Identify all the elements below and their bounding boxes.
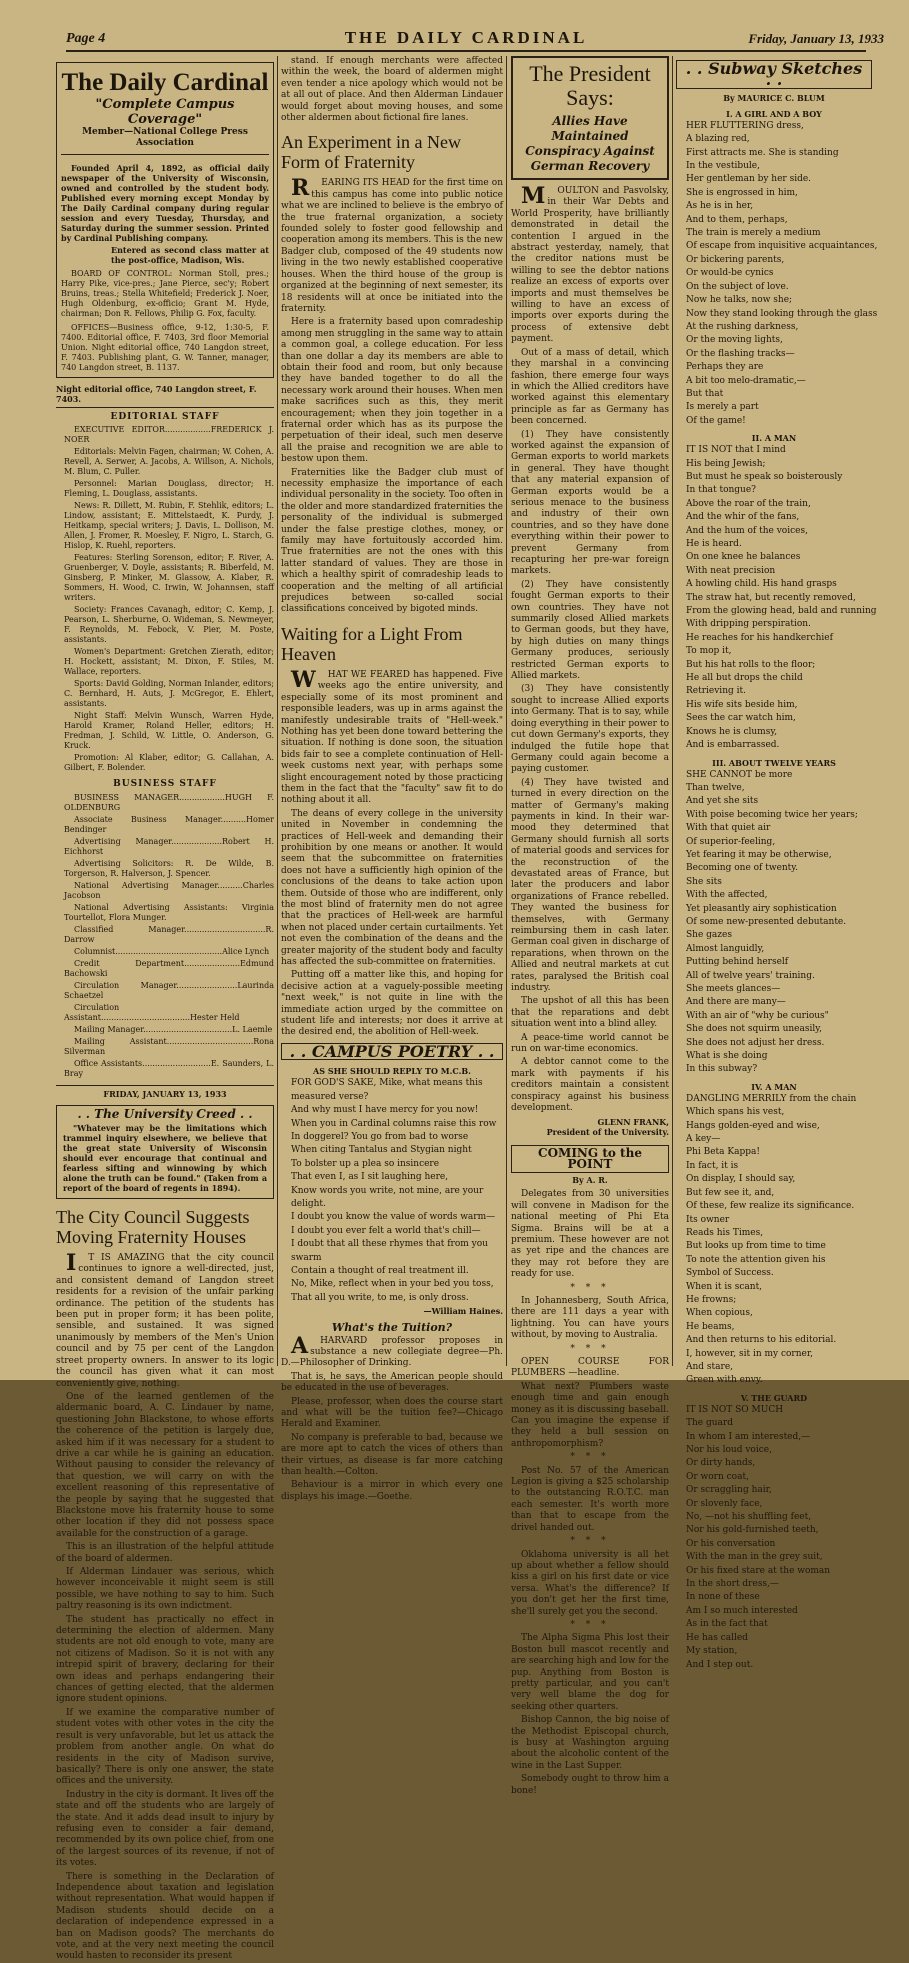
subway-poem-line: And stare, xyxy=(686,1361,734,1372)
staff-line: Circulation Assistant...................................Hester Held xyxy=(64,1002,240,1022)
staff-line: Columnist..........................................Alice Lynch xyxy=(74,946,270,956)
subway-poem-line: A blazing red, xyxy=(686,134,750,145)
masthead xyxy=(66,28,884,52)
subway-poem-line: Or worn coat, xyxy=(686,1471,749,1482)
creed-title: . . The University Creed . . xyxy=(77,1106,253,1121)
paragraph: If Alderman Lindauer was serious, which however inconceivable it might seem is still possible, we have nothing to say to him. Such paltry reasoning is its own indictment. xyxy=(56,1567,274,1612)
masthead-date: Friday, January 13, 1933 xyxy=(748,31,884,46)
staff-line: Night Staff: Melvin Wunsch, Warren Hyde, Harold Kramer, Roland Heller, editors; H. Fredman, J. Schild, W. Little, O. Anderson, G. Kruck. xyxy=(64,711,274,751)
paragraph: The student has practically no effect in determining the election of aldermen. Many students are not old enough to vote, many are not citizens of Madison. So it is not with any intrepid spirit of bravery, declaring for their own ideas and perhaps endangering their chances of getting elected, that the aldermen ignore student opinions. xyxy=(56,1614,274,1705)
column-4 xyxy=(676,56,878,1670)
nameplate-motto: "Complete Campus Coverage" xyxy=(95,97,235,127)
column-1 xyxy=(56,56,274,1962)
staff-line: National Advertising Manager..........Charles Jacobson xyxy=(64,880,274,900)
subway-poem-line: In none of these xyxy=(686,1592,760,1603)
subway-poem-line: With an air of "why be curious" xyxy=(686,1010,829,1021)
coming-item: Somebody ought to throw him a bone! xyxy=(511,1774,669,1796)
subway-poem-line: Or scraggling hair, xyxy=(686,1485,772,1496)
staff-line: Sports: David Golding, Norman Inlander, editors; C. Bernhard, H. Auts, J. McGregor, E. Ehlert, assistants. xyxy=(64,679,274,709)
president-subtitle: Allies Have Maintained Conspiracy Against German Recovery xyxy=(525,114,655,173)
paragraph: (2) They have consistently fought German exports to their own countries. They have not summarily closed Allied markets to German goods, but they have, by high duties on many things Germany produces, seriously restricted German exports to Allied markets. xyxy=(511,579,669,682)
subway-poem-line: In fact, it is xyxy=(686,1160,739,1171)
subway-poem-line: Or bickering parents, xyxy=(686,254,785,265)
president-title: The President Says: xyxy=(529,61,651,110)
subway-poem-line: And then returns to his editorial. xyxy=(686,1335,837,1346)
nameplate-title: The Daily Cardinal xyxy=(61,69,269,96)
paragraph: Out of a mass of detail, which they marshal in a convincing fashion, there emerge four ways in which the Allied creditors have worked against this elementary principle as far as Germany has been concerned. xyxy=(511,347,669,427)
staff-line: Classified Manager................................R. Darrow xyxy=(64,924,274,944)
editorial-staff-list xyxy=(56,425,274,773)
column-3 xyxy=(511,56,669,1796)
staff-line: Society: Frances Cavanagh, editor; C. Kemp, J. Pearson, L. Sherburne, O. Wideman, S. Newmeyer, F. Reynolds, M. Febock, V. Pier, M. Poste, assistants. xyxy=(64,605,274,645)
staff-line: Circulation Manager........................Laurinda Schaetzel xyxy=(64,980,274,1000)
poem-title: AS SHE SHOULD REPLY TO M.C.B. xyxy=(313,1066,471,1077)
poem-line: Contain a thought of real treatment ill. xyxy=(291,1265,469,1276)
president-article xyxy=(511,183,669,1115)
dateline: FRIDAY, JANUARY 13, 1933 xyxy=(56,1085,274,1099)
subway-poem-line: Or would-be cynics xyxy=(686,268,774,279)
board-text: BOARD OF CONTROL: Norman Stoll, pres.; Harry Pike, vice-pres.; Jane Pierce, sec'y; Robert Bruins, treas.; Stella Whitefield; Frederick J. Noer, Hugh Oldenburg, ex-officio; Grant M. Hyde, chairman; Don R. Fellows, Philip G. Fox, faculty. xyxy=(61,268,269,318)
subway-poem-line: Symbol of Success. xyxy=(686,1268,774,1279)
subway-poem-line: When copious, xyxy=(686,1308,753,1319)
subway-poem-line: A howling child. His hand grasps xyxy=(686,579,837,590)
subway-poem-line: I, however, sit in my corner, xyxy=(686,1348,814,1359)
poem-line: Know words you write, not mine, are your xyxy=(291,1185,484,1196)
column-rule xyxy=(506,56,507,1366)
column-rule xyxy=(672,56,673,1366)
coming-to-point-items xyxy=(511,1189,669,1797)
poem-line: When citing Tantalus and Stygian night xyxy=(291,1145,472,1156)
subway-poem-line: As in the fact that xyxy=(686,1619,768,1630)
subway-poem-line: Or his fixed stare at the woman xyxy=(686,1565,831,1576)
subway-poem-line: First attracts me. She is standing xyxy=(686,147,839,158)
separator-stars: * * * xyxy=(570,1452,610,1463)
subway-poem-line: Of superior-feeling, xyxy=(686,836,776,847)
subway-poem-line: Hangs golden-eyed and wise, xyxy=(686,1120,820,1131)
subway-poem-line: Becoming one of twenty. xyxy=(686,863,799,874)
president-signature-title: President of the University. xyxy=(546,1126,669,1137)
subway-poem-line: HER FLUTTERING dress, xyxy=(686,120,804,131)
subway-poem-line: Which spans his vest, xyxy=(686,1107,785,1118)
paragraph: If we examine the comparative number of student votes with other votes in the city the result is very unfavorable, but let us attack the problem from another angle. On what do residents in the city of Madison survive, basically? There is only one answer, the state offices and the university. xyxy=(56,1707,274,1787)
separator-stars: * * * xyxy=(570,1282,610,1293)
paragraph: WHAT WE FEARED has happened. Five weeks ago the entire university, and especially some of its most prominent and responsible leaders, was up in arms against the manifestly undesirable traits of "Hell-week." Nothing has yet been done toward bettering the situation. If nothing is done soon, the situation bids fair to see a complete continuation of Hell-week customs next year, with perhaps some slight encouragement noted by those practicing them in the fact that the "faculty" saw fit to do nothing about it all. xyxy=(281,666,503,806)
staff-line: Associate Business Manager..........Homer Bendinger xyxy=(64,814,274,834)
subway-poem-line: A bit too melo-dramatic,— xyxy=(686,375,806,386)
editorial-staff-header: EDITORIAL STAFF xyxy=(110,411,220,422)
subway-poem-line: But few see it, and, xyxy=(686,1187,775,1198)
staff-line: Office Assistants...........................E. Saunders, L. Bray xyxy=(64,1058,274,1078)
subway-poem-line: The train is merely a medium xyxy=(686,228,821,239)
coming-item: What next? Plumbers waste enough time and gain enough money as it is discussing baseball. Can you imagine the expense if they held a bull session on anthropomorphism? xyxy=(511,1381,669,1449)
subway-poem-line: Of escape from inquisitive acquaintances, xyxy=(686,241,878,252)
subway-poem-line: And yet she sits xyxy=(686,796,759,807)
subway-poem-line: To note the attention given his xyxy=(686,1254,826,1265)
paragraph: Fraternities like the Badger club must of necessity emphasize the importance of each individual personality in the society. Too often in the older and more standardized fraternities the personality of the individual is submerged under the false prestige clothes, money, or family may have fortuitously accorded him. True fraternities are not the ones with this latter standard of values. They are those in which a healthy spirit of comradeship leads to cooperation and the melting of all artificial prejudices between so-called social classifications conceived by bigoted minds. xyxy=(281,467,503,615)
subway-poem-line: And to them, perhaps, xyxy=(686,214,788,225)
experiment-headline: An Experiment in a New Form of Fraternity xyxy=(281,132,461,173)
tuition-article xyxy=(281,1332,503,1504)
staff-line: Features: Sterling Sorenson, editor; F. River, A. Gruenberger, V. Doyle, assistants; R. Biberfeld, M. Ginsberg, P. Minker, M. Glassow, A. Klaber, R. Sommers, H. Wood, C. Irwin, W. Johannsen, staff writers. xyxy=(64,553,274,603)
subway-poem-line: Am I so much interested xyxy=(686,1605,798,1616)
poem-line: That even I, as I sit laughing here, xyxy=(291,1172,449,1183)
subway-poem-line: His wife sits beside him, xyxy=(686,699,798,710)
separator-stars: * * * xyxy=(570,1343,610,1354)
paragraph: That is, he says, the American people should be educated in the use of beverages. xyxy=(281,1371,503,1394)
night-office: Night editorial office, 740 Langdon street, F. 7403. xyxy=(56,384,274,408)
paragraph: Here is a fraternity based upon comradeship among men struggling in the same way to attain a common goal, a college education. For less than one dollar a day its members are able to obtain their food and room, but only because they have banded together to do all the necessary work around their houses. When men make sacrifices such as this, they merit encouragement; when they join together in a fraternal order which has as its purpose the perpetuation of their ideal, such men deserve all the praise and recognition we are able to bestow upon them. xyxy=(281,317,503,465)
subway-poem-line: My station, xyxy=(686,1646,738,1657)
experiment-article xyxy=(281,175,503,615)
staff-line: Editorials: Melvin Fagen, chairman; W. Cohen, A. Revell, A. Serwer, A. Jacobs, A. Willson, A. Nichols, M. Blum, C. Puller. xyxy=(64,447,274,477)
column-2 xyxy=(281,56,503,1502)
subway-poem-line: With that quiet air xyxy=(686,823,771,834)
staff-line: Women's Department: Gretchen Zierath, editor; H. Hockett, assistant; M. Dixon, F. Stiles, M. Wallace, reporters. xyxy=(64,647,274,677)
subway-poem-line: And I step out. xyxy=(686,1659,754,1670)
council-article xyxy=(56,1250,274,1963)
subway-poem-line: What is she doing xyxy=(686,1051,768,1062)
coming-item: OPEN COURSE FOR PLUMBERS —headline. xyxy=(511,1357,669,1379)
page-number: Page 4 xyxy=(66,31,106,46)
poem xyxy=(281,1078,503,1304)
subway-poem-line: Or the moving lights, xyxy=(686,335,783,346)
subway-poem-line: She sits xyxy=(686,876,722,887)
staff-line: BUSINESS MANAGER..................HUGH F. OLDENBURG xyxy=(64,792,274,812)
subway-poem-line: In the short dress,— xyxy=(686,1579,779,1590)
subway-poem-line: Retrieving it. xyxy=(686,686,746,697)
subway-byline: By MAURICE C. BLUM xyxy=(723,92,825,103)
poem-line: And why must I have mercy for you now! xyxy=(291,1105,479,1116)
coming-item: Oklahoma university is all het up about whether a fellow should kiss a girl on his first date or vice versa. What's the difference? If you don't get her the first time, she'll surely get you the second. xyxy=(511,1549,669,1617)
subway-poem-line: And the hum of the voices, xyxy=(686,525,808,536)
paragraph: A debtor cannot come to the mark with payments if his creditors maintain a consistent conspiracy against his business development. xyxy=(511,1057,669,1114)
subway-poem-line: With the affected, xyxy=(686,890,768,901)
subway-poem-line: No, —not his shuffling feet, xyxy=(686,1512,812,1523)
subway-poem-line: A key— xyxy=(686,1134,721,1145)
poem-line: No, Mike, reflect when in your bed you toss, xyxy=(291,1279,494,1290)
waiting-headline: Waiting for a Light From Heaven xyxy=(281,623,463,664)
tuition-title: What's the Tuition? xyxy=(331,1321,453,1335)
creed-box xyxy=(56,1105,274,1199)
paragraph: (1) They have consistently worked against the expansion of German exports to world markets in general. They have thought that any material expansion of German exports would be a serious menace to the business and industry of their own countries, and so they have done everything within their power to prevent Germany from recapturing her pre-war foreign markets. xyxy=(511,429,669,577)
poem-line: In doggerel? You go from bad to worse xyxy=(291,1131,469,1142)
poem-line: FOR GOD'S SAKE, Mike, what means this xyxy=(291,1078,483,1089)
subway-section-title: V. THE GUARD xyxy=(740,1392,808,1403)
paragraph: MOULTON and Pasvolsky, in their War Debts and World Prosperity, have brilliantly demonstrated in detail the contention I argued in the abstract yesterday, namely, that the creditor nations must be willing to see the debtor nations realize an excess of exports over imports and must themselves be willing to have an excess of imports over exports during the process of extensive debt payment. xyxy=(511,183,669,345)
staff-line: Advertising Manager....................Robert H. Eichhorst xyxy=(64,836,274,856)
founded-text: Founded April 4, 1892, as official daily newspaper of the University of Wisconsin, owned and controlled by the student body. Published every morning except Monday by The Daily Cardinal company during regular session and every Tuesday, Thursday, and Saturday during the summer session. Printed by Cardinal Publishing company. xyxy=(61,162,269,243)
coming-item: The Alpha Sigma Phis lost their Boston bull mascot recently and are searching high and low for the pup. Anything from Boston is pretty particular, and you can't very well blame the dog for seeking other quarters. xyxy=(511,1633,669,1712)
council-continued: stand. If enough merchants were affected within the week, the board of aldermen might even tender a nice apology which would not be at all out of place. And then Alderman Lindauer would forget about moving houses, and some other aldermen about fictional fire lanes. xyxy=(281,56,503,124)
subway-poem-line: Above the roar of the train, xyxy=(686,498,811,509)
subway-poem-line: Its owner xyxy=(686,1214,730,1225)
subway-poem-line: Phi Beta Kappa! xyxy=(686,1147,760,1158)
subway-poem-line: And is embarrassed. xyxy=(686,740,780,751)
paragraph: Behaviour is a mirror in which every one displays his image.—Goethe. xyxy=(281,1480,503,1502)
subway-poem-line: Almost languidly, xyxy=(686,943,765,954)
paragraph: There is something in the Declaration of Independence about taxation and legislation without representation. What would happen if Madison students should decide on a declaration of independence expressed in a ban on Madison goods? The merchants do vote, and at the very next meeting the council would hasten to reconsider its present xyxy=(56,1871,274,1962)
subway-poem-line: Or his conversation xyxy=(686,1538,776,1549)
subway-poem-line: Reads his Times, xyxy=(686,1227,764,1238)
subway-poem-line: Or the flashing tracks— xyxy=(686,348,795,359)
creed-text: "Whatever may be the limitations which trammel inquiry elsewhere, we believe that the great state University of Wisconsin should ever encourage that continual and fearless sifting and winnowing by which alone the truth can be found." (Taken from a report of the board of regents in 1894). xyxy=(63,1123,267,1194)
coming-byline: By A. R. xyxy=(572,1175,608,1186)
subway-poem-line: Of these, few realize its significance. xyxy=(686,1201,855,1212)
subway-poem-line: In that tongue? xyxy=(686,485,757,496)
column-rule xyxy=(277,56,278,1366)
paragraph: REARING ITS HEAD for the first time on this campus has come into public notice what we are inclined to believe is the embryo of the true fraternal organization, a society founded solely to foster good fellowship and cooperation among its members. This is the new Badger club, composed of the 49 students now living in the two newly established cooperative houses. When the third house of the group is organized at the beginning of next semester, its 18 residents will at once be initiated into the fraternity. xyxy=(281,175,503,314)
subway-poem-line: IT IS NOT that I mind xyxy=(686,445,786,456)
poem-line: swarm xyxy=(291,1252,322,1263)
subway-poem-line: On the subject of love. xyxy=(686,281,789,292)
staff-line: National Advertising Assistants: Virginia Tourtellot, Flora Munger. xyxy=(64,902,274,922)
subway-poem-line: With neat precision xyxy=(686,565,776,576)
subway-poem-line: He frowns; xyxy=(686,1294,737,1305)
entered-text: Entered as second class matter at the post-office, Madison, Wis. xyxy=(111,244,269,265)
subway-poem-line: With the man in the grey suit, xyxy=(686,1552,823,1563)
paragraph: One of the learned gentlemen of the aldermanic board, A. C. Lindauer by name, questioning John Blackstone, to whose efforts the coherence of the petition is largely due, asked him if it was necessary for a student to drive a car while he is gaining an education. Without pausing to consider the relevancy of that question, we will carry on with the excellent reasoning of this representative of the people by saying that he suggested that Blackstone move his fraternity house to some other location if they did not possess space available for the construction of a garage. xyxy=(56,1391,274,1539)
subway-poem-line: Nor his gold-furnished teeth, xyxy=(686,1525,819,1536)
subway-poem-line: To mop it, xyxy=(686,646,732,657)
subway-poem-line: He is heard. xyxy=(686,539,742,549)
masthead-title: THE DAILY CARDINAL xyxy=(344,28,588,47)
paragraph: The upshot of all this has been that the reparations and debt situation went into a blind alley. xyxy=(511,996,669,1030)
subway-poem-line: As he is in her, xyxy=(686,201,754,212)
subway-poem-line: But his hat rolls to the floor; xyxy=(686,659,816,670)
coming-to-point-title: COMING to the POINT xyxy=(511,1145,669,1174)
business-staff-header: BUSINESS STAFF xyxy=(113,779,217,790)
subway-poem-line: Of some new-presented debutante. xyxy=(686,916,847,927)
coming-item: Delegates from 30 universities will convene in Madison for the national meeting of Phi Eta Sigma. Brains will be at a premium. These however are not as yet ripe and the chances are they may rot before they are ready for use. xyxy=(511,1189,669,1280)
subway-poem-line: Than twelve, xyxy=(686,782,745,793)
subway-section-title: III. ABOUT TWELVE YEARS xyxy=(712,757,836,768)
offices-text: OFFICES—Business office, 9-12, 1:30-5, F. 7400. Editorial office, F. 7403, 3rd floor Memorial Union. Night editorial office, 740 Langdon street, F. 7403. Publishing plant, G. W. Tanner, manager, 740 Langdon street, B. 1137. xyxy=(61,322,269,372)
staff-line: Credit Department......................Edmund Bachowski xyxy=(64,958,274,978)
waiting-article xyxy=(281,666,503,1039)
coming-item: Bishop Cannon, the big noise of the Methodist Episcopal church, is busy at Washington arguing about the alcoholic content of the wine in the Last Supper. xyxy=(511,1715,669,1771)
council-headline: The City Council Suggests Moving Fraternity Houses xyxy=(56,1207,250,1248)
subway-poem-line: The guard xyxy=(686,1418,733,1429)
subway-poem-line: But must he speak so boisterously xyxy=(686,471,843,482)
subway-poem-line: SHE CANNOT be more xyxy=(686,769,793,780)
subway-poem-line: Of the game! xyxy=(686,415,746,426)
staff-line: Mailing Manager...................................L. Laemle xyxy=(74,1024,273,1034)
subway-poem-line: Or dirty hands, xyxy=(686,1458,756,1469)
subway-poem-line: She is engrossed in him, xyxy=(686,187,798,198)
president-signature: GLENN FRANK, xyxy=(597,1116,669,1127)
coming-item: Post No. 57 of the American Legion is giving a $25 scholarship to the outstancing R.O.T.C. man each semester. It's worth more than that to escape from the drivel handed out. xyxy=(511,1465,669,1533)
paragraph: (3) They have consistently sought to increase Allied exports into Germany. That is to say, while doing everything in their power to cut down Germany's exports, they indulged the futile hope that Germany could again become a paying customer. xyxy=(511,684,669,775)
subway-poem-line: DANGLING MERRILY from the chain xyxy=(686,1093,857,1104)
subway-poem-line: With poise becoming twice her years; xyxy=(686,809,858,820)
business-staff-list xyxy=(56,793,274,1079)
subway-poem-line: From the glowing head, bald and running xyxy=(686,606,877,617)
separator-stars: * * * xyxy=(570,1619,610,1630)
nameplate-box xyxy=(56,62,274,378)
subway-poem-line: He reaches for his handkerchief xyxy=(686,632,833,643)
subway-poem-line: In the vestibule, xyxy=(686,161,760,172)
subway-poem-line: Her gentleman by her side. xyxy=(686,174,812,185)
subway-poem-line: Perhaps they are xyxy=(686,362,764,373)
paragraph: No company is preferable to bad, because we are more apt to catch the vices of others than their virtues, as disease is far more catching than health.—Colton. xyxy=(281,1432,503,1478)
subway-poem-line: Or slovenly face, xyxy=(686,1498,763,1509)
nameplate-member: Member—National College Press Association xyxy=(61,127,269,155)
subway-poem-line: His being Jewish; xyxy=(686,458,766,469)
paragraph: (4) They have twisted and turned in every direction on the matter of Germany's making payments in kind. In their war-mood they determined that Germany should furnish all sorts of material goods and services for the reconstruction of the devastated areas of France, but later the producers and labor organizations of France rebelled. They wanted the business for themselves, with Germany reimbursing them in cash later. German coal given in discharge of reparations, when thrown on the Allied and neutral markets at cut rates, paralysed the British coal industry. xyxy=(511,777,669,994)
subway-poem-line: In this subway? xyxy=(686,1064,758,1075)
subway-poem-line: Nor his loud voice, xyxy=(686,1445,772,1455)
campus-poetry-title: . . CAMPUS POETRY . . xyxy=(281,1043,503,1060)
coming-item: In Johannesberg, South Africa, there are 111 days a year with lightning. You can have yours without, by moving to Australia. xyxy=(511,1295,669,1341)
subway-poem-line: IT IS NOT SO MUCH xyxy=(686,1404,784,1415)
subway-poem-line: On one knee he balances xyxy=(686,552,801,563)
subway-poem-line: Sees the car watch him, xyxy=(686,713,796,724)
subway-poem-line: But looks up from time to time xyxy=(686,1241,826,1252)
poem-line: That all you write, to me, is only dross. xyxy=(291,1292,469,1303)
subway-poem-line: Now he talks, now she; xyxy=(686,295,793,306)
staff-line: Personnel: Marian Douglass, director; H. Fleming, L. Douglass, assistants. xyxy=(64,479,274,499)
subway-poem-line: On display, I should say, xyxy=(686,1174,796,1185)
subway-sketches xyxy=(676,108,878,1671)
paragraph: Putting off a matter like this, and hoping for decisive action at a vaguely-possible meeting "next week," is not quite in line with the immediate action urged by the committee on student life and interests; nor does it arrive at the desired end, the abolition of Hell-week. xyxy=(281,970,503,1038)
staff-line: Mailing Assistant..................................Rona Silverman xyxy=(64,1036,274,1056)
staff-line: News: R. Dillett, M. Rubin, F. Stehlik, editors; L. Lindow, assistant; E. Mittelstaedt, K. Purdy, J. Heitkamp, special writers; J. Davis, L. Dollison, M. Allen, J. Fromer, R. Moesley, F. Nigro, L. Starch, G. Hislop, K. Ruehl, reporters. xyxy=(64,501,274,551)
subway-poem-line: Knows he is clumsy, xyxy=(686,726,778,737)
subway-poem-line: All of twelve years' training. xyxy=(686,970,815,981)
subway-section-title: I. A GIRL AND A BOY xyxy=(726,108,822,119)
subway-poem-line: And there are many— xyxy=(686,997,786,1008)
subway-poem-line: Yet fearing it may be otherwise, xyxy=(686,849,832,860)
subway-poem-line: But that xyxy=(686,388,724,399)
subway-section-title: IV. A MAN xyxy=(751,1081,797,1092)
poem-line: I doubt that all these rhymes that from you xyxy=(291,1239,488,1250)
paragraph: Industry in the city is dormant. It lives off the state and off the students who are largely of the state. And it adds dead insult to injury by refusing even to consider a fair demand, recommended by its own police chief, from one of the largest sources of its revenue, if not of its votes. xyxy=(56,1789,274,1869)
subway-poem-line: She gazes xyxy=(686,930,732,941)
subway-poem-line: Now they stand looking through the glass xyxy=(686,308,878,319)
president-box xyxy=(511,56,669,180)
subway-poem-line: He beams, xyxy=(686,1321,735,1332)
subway-poem-line: Putting behind herself xyxy=(686,957,789,968)
subway-poem-line: With dripping perspiration. xyxy=(686,619,811,630)
subway-poem-line: She meets glances— xyxy=(686,984,781,994)
subway-poem-line: At the rushing darkness, xyxy=(686,321,799,332)
staff-line: Promotion: Al Klaber, editor; G. Callahan, A. Gilbert, F. Bolender. xyxy=(64,753,274,773)
poem-line: To bolster up a plea so insincere xyxy=(291,1158,440,1169)
subway-poem-line: The straw hat, but recently removed, xyxy=(686,592,856,603)
staff-line: EXECUTIVE EDITOR..................FREDERICK J. NOER xyxy=(64,425,274,445)
subway-poem-line: Green with envy. xyxy=(686,1375,763,1386)
paragraph: AHARVARD professor proposes in substance a new collegiate degree—Ph. D.—Philosopher of Drinking. xyxy=(281,1332,503,1369)
subway-poem-line: Yet pleasantly airy sophistication xyxy=(686,903,837,914)
subway-poem-line: He all but drops the child xyxy=(686,673,803,684)
paragraph: The deans of every college in the university united in November in condemning the practices of Hell-week and demanding their prohibition by one means or another. It would seem that the subcommittee on fraternities does not have a sufficiently high opinion of the conclusions of the deans to take action upon them. Outside of those who are indifferent, only the most blind of fraternity men do not agree that the practices of Hell-week are harmful when not placed under certain curtailments. Yet not even the combination of the deans and the greater majority of the student body and faculty has affected the sub-committee on fraternities. xyxy=(281,808,503,968)
poem-line: I doubt you ever felt a world that's chill— xyxy=(291,1225,481,1236)
subway-poem-line: In whom I am interested,— xyxy=(686,1431,811,1442)
subway-poem-line: She does not squirm uneasily, xyxy=(686,1024,822,1035)
poem-author: —William Haines. xyxy=(423,1306,503,1317)
subway-sketches-title: . . Subway Sketches . . xyxy=(676,60,872,89)
paragraph: A peace-time world cannot be run on war-time economics. xyxy=(511,1032,669,1055)
poem-line: delight. xyxy=(291,1198,326,1209)
paragraph: This is an illustration of the helpful attitude of the board of aldermen. xyxy=(56,1542,274,1564)
subway-poem-line: He has called xyxy=(686,1632,748,1643)
separator-stars: * * * xyxy=(570,1536,610,1547)
staff-line: Advertising Solicitors: R. De Wilde, B. Torgerson, R. Halverson, J. Spencer. xyxy=(64,858,274,878)
poem-line: measured verse? xyxy=(291,1091,369,1102)
subway-poem-line: Is merely a part xyxy=(686,402,759,413)
paragraph: Please, professor, when does the course start and what will be the tuition fee?—Chicago Herald and Examiner. xyxy=(281,1396,503,1430)
paragraph: IT IS AMAZING that the city council continues to ignore a well-directed, just, and consistent demand of Langdon street residents for a revision of the unfair parking ordinance. The petition of the students has been put in proper form; it has been polite, sensible, and sustained. It was signed unanimously by members of the Men's Union council and by 75 per cent of the Langdon street property owners. In answer to its logic the council has given what it can most conveniently give, nothing. xyxy=(56,1250,274,1389)
subway-poem-line: She does not adjust her dress. xyxy=(686,1037,825,1048)
subway-section-title: II. A MAN xyxy=(751,433,797,444)
subway-poem-line: And the whir of the fans, xyxy=(686,512,800,523)
poem-line: When you in Cardinal columns raise this row xyxy=(291,1118,497,1129)
subway-poem-line: When it is scant, xyxy=(686,1281,763,1292)
poem-line: I doubt you know the value of words warm— xyxy=(291,1212,496,1223)
